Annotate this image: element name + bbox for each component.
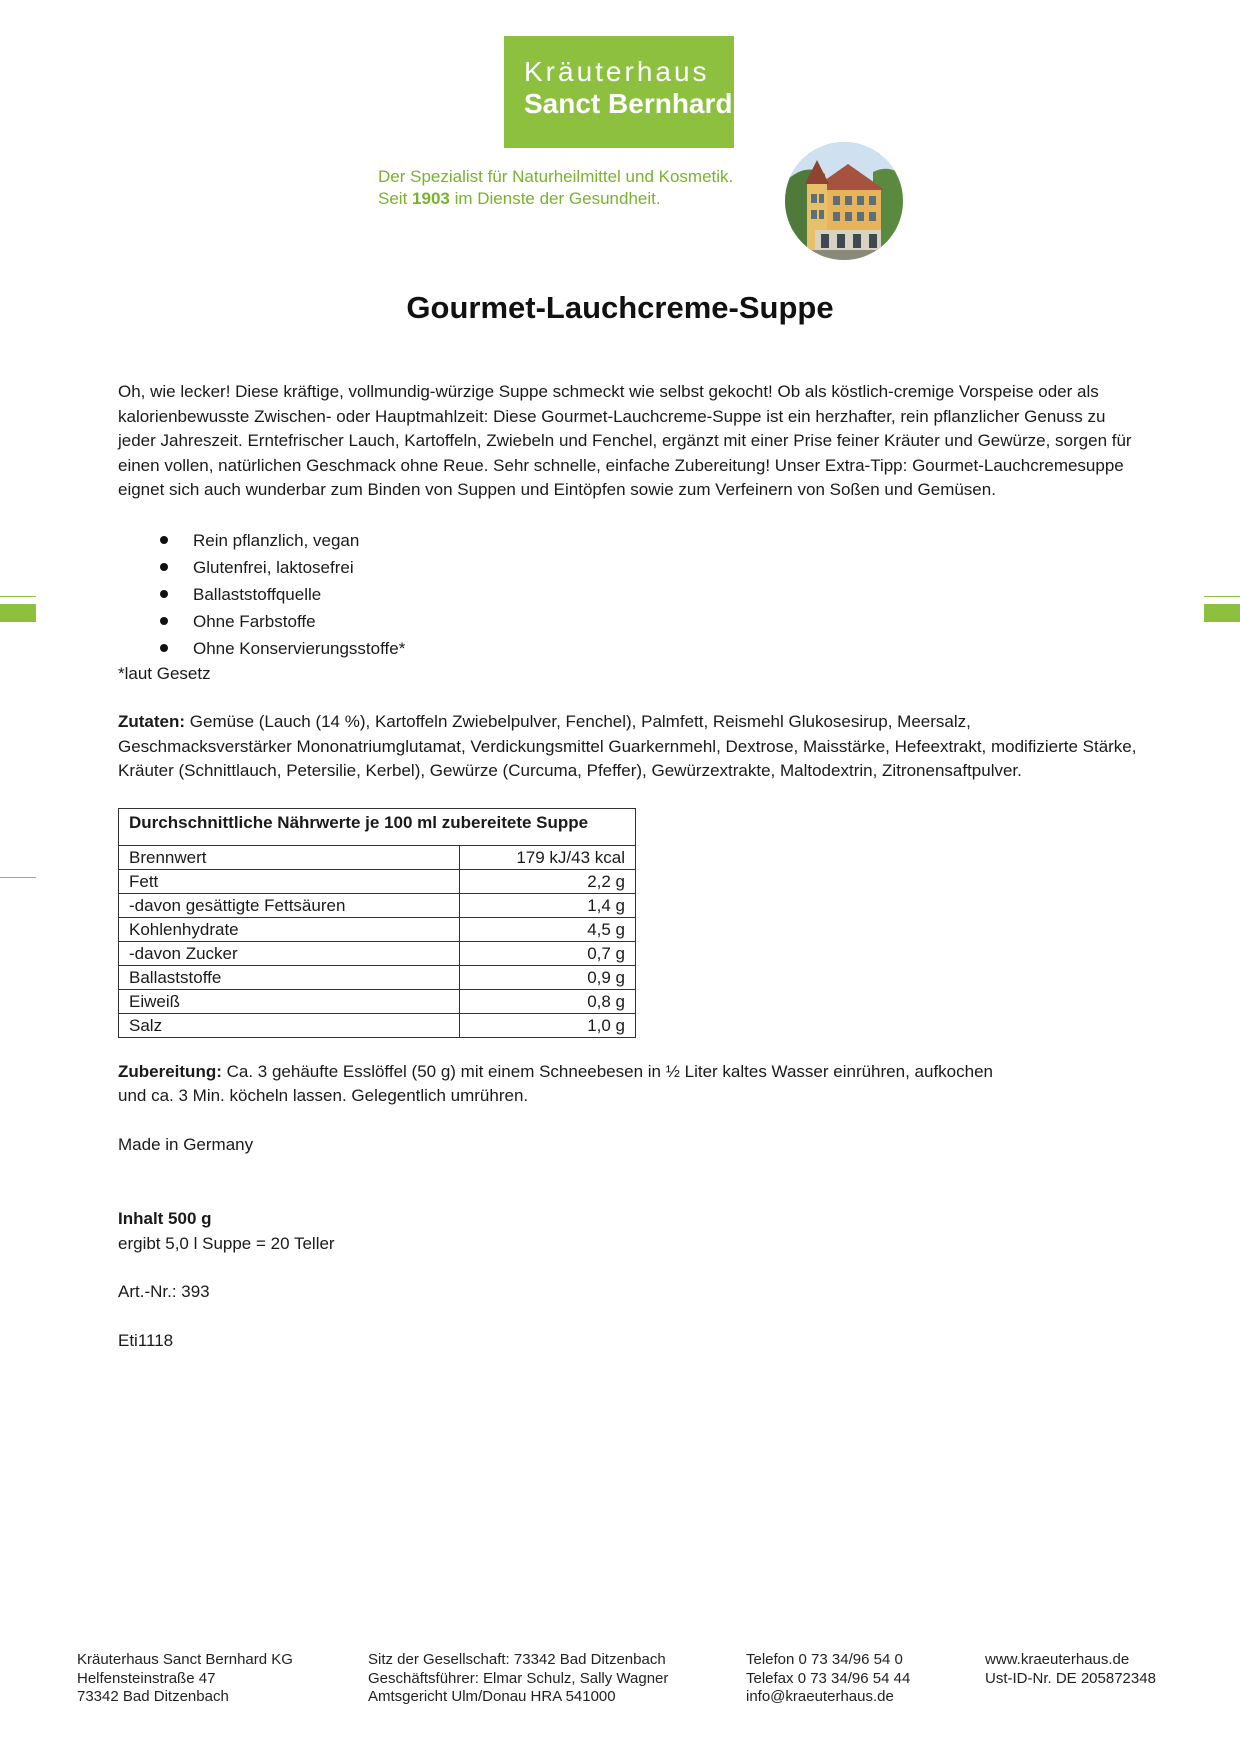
nutrient-value: 0,9 g — [460, 965, 636, 989]
footer-line: Amtsgericht Ulm/Donau HRA 541000 — [368, 1688, 616, 1705]
footer-line: Ust-ID-Nr. DE 205872348 — [985, 1669, 1156, 1687]
nutrient-name: Ballaststoffe — [119, 965, 460, 989]
nutrient-value: 0,7 g — [460, 941, 636, 965]
footer-line: Geschäftsführer: Elmar Schulz, Sally Wagner — [368, 1669, 669, 1687]
nutrient-name: Eiweiß — [119, 989, 460, 1013]
nutrient-value: 179 kJ/43 kcal — [460, 845, 636, 869]
brand-logo — [504, 36, 734, 148]
tagline — [378, 166, 778, 210]
table-row — [119, 989, 636, 1013]
building-photo — [785, 142, 903, 260]
footer-line: Telefon 0 73 34/96 54 0 — [746, 1651, 903, 1668]
yield: ergibt 5,0 l Suppe = 20 Teller — [118, 1233, 335, 1253]
nutrition-header: Durchschnittliche Nährwerte je 100 ml zubereitete Suppe — [119, 808, 636, 845]
footer-company — [77, 1651, 293, 1707]
ingredients-label: Zutaten: — [118, 712, 186, 731]
product-description — [118, 380, 1138, 1353]
footer-line: Telefax 0 73 34/96 54 44 — [746, 1669, 911, 1687]
footer-line: Sitz der Gesellschaft: 73342 Bad Ditzenbach — [368, 1651, 666, 1668]
label-code: Eti1118 — [118, 1330, 174, 1350]
list-item: Ohne Farbstoffe — [193, 608, 1138, 635]
table-row — [119, 917, 636, 941]
footnote: *laut Gesetz — [118, 663, 211, 683]
nutrient-name: Salz — [119, 1013, 460, 1037]
nutrition-table — [118, 808, 636, 1038]
footer-line: Kräuterhaus Sanct Bernhard KG — [77, 1651, 293, 1668]
nutrient-name: -davon gesättigte Fettsäuren — [119, 893, 460, 917]
right-punch-mark — [1204, 604, 1240, 622]
list-item: Ohne Konservierungsstoffe* — [193, 635, 1138, 662]
table-row — [119, 845, 636, 869]
nutrient-value: 1,4 g — [460, 893, 636, 917]
footer-web — [985, 1651, 1156, 1688]
nutrient-name: Fett — [119, 869, 460, 893]
table-row — [119, 965, 636, 989]
feature-list — [118, 527, 1138, 662]
footer-contact — [746, 1651, 910, 1707]
preparation-label: Zubereitung: — [118, 1061, 222, 1081]
list-item: Rein pflanzlich, vegan — [193, 527, 1138, 554]
left-fold-line-lower — [0, 877, 36, 878]
table-row — [119, 893, 636, 917]
nutrient-name: -davon Zucker — [119, 941, 460, 965]
content-amount: Inhalt 500 g — [118, 1209, 212, 1228]
tagline-line-1: Der Spezialist für Naturheilmittel und Kosmetik. — [378, 167, 734, 186]
building-illustration — [785, 142, 903, 260]
nutrient-name: Brennwert — [119, 845, 460, 869]
footer-line: 73342 Bad Ditzenbach — [77, 1688, 229, 1705]
preparation-line-2: und ca. 3 Min. köcheln lassen. Gelegentlich umrühren. — [118, 1086, 529, 1105]
preparation — [118, 1060, 1138, 1109]
logo-line-2: Sanct Bernhard — [524, 88, 733, 119]
table-row — [119, 941, 636, 965]
made-in: Made in Germany — [118, 1134, 254, 1154]
tagline-pre: Seit — [378, 189, 413, 208]
ingredients — [118, 710, 1138, 784]
left-fold-line — [0, 596, 36, 597]
page-title: Gourmet-Lauchcreme-Suppe — [406, 290, 834, 325]
table-row — [119, 869, 636, 893]
list-item: Ballaststoffquelle — [193, 581, 1138, 608]
table-row — [119, 1013, 636, 1037]
article-number: Art.-Nr.: 393 — [118, 1282, 210, 1301]
preparation-line-1: Ca. 3 gehäufte Esslöffel (50 g) mit einem Schneebesen in ½ Liter kaltes Wasser einrühren, aufkochen — [221, 1061, 993, 1081]
intro-paragraph: Oh, wie lecker! Diese kräftige, vollmundig-würzige Suppe schmeckt wie selbst gekocht! Ob als köstlich-cremige Vorspeise oder als kalorienbewusste Zwischen- oder Hauptmahlzeit: Diese Gourmet-Lauchcreme-Suppe ist ein herzhafter, rein pflanzlicher Genuss zu jeder Jahreszeit. Erntefrischer Lauch, Kartoffeln, Zwiebeln und Fenchel, ergänzt mit einer Prise feiner Kräuter und Gewürze, sorgen für einen vollen, natürlichen Geschmack ohne Reue. Sehr schnelle, einfache Zubereitung! Unser Extra-Tipp: Gourmet-Lauchcremesuppe eignet sich auch wunderbar zum Binden von Suppen und Eintöpfen sowie zum Verfeinern von Soßen und Gemüsen. — [118, 382, 1132, 499]
list-item: Glutenfrei, laktosefrei — [193, 554, 1138, 581]
logo-line-1: Kräuterhaus — [524, 56, 710, 87]
nutrient-value: 1,0 g — [460, 1013, 636, 1037]
nutrient-name: Kohlenhydrate — [119, 917, 460, 941]
left-punch-mark — [0, 604, 36, 622]
footer-legal — [368, 1651, 668, 1707]
footer-website-link[interactable]: www.kraeuterhaus.de — [985, 1651, 1130, 1668]
nutrient-value: 4,5 g — [460, 917, 636, 941]
footer-line: Helfensteinstraße 47 — [77, 1669, 216, 1687]
tagline-year: 1903 — [412, 189, 450, 208]
right-fold-line — [1204, 596, 1240, 597]
footer-email[interactable]: info@kraeuterhaus.de — [746, 1688, 894, 1705]
tagline-line-2 — [378, 188, 778, 210]
ingredients-text: Gemüse (Lauch (14 %), Kartoffeln Zwiebelpulver, Fenchel), Palmfett, Reismehl Glukosesirup, Meersalz, Geschmacksverstärker Mononatriumglutamat, Verdickungsmittel Guarkernmehl, Dextrose, Maisstärke, Hefeextrakt, modifizierte Stärke, Kräuter (Schnittlauch, Petersilie, Kerbel), Gewürze (Curcuma, Pfeffer), Gewürzextrakte, Maltodextrin, Zitronensaftpulver. — [118, 712, 1137, 780]
nutrient-value: 2,2 g — [460, 869, 636, 893]
nutrient-value: 0,8 g — [460, 989, 636, 1013]
tagline-post: im Dienste der Gesundheit. — [449, 189, 661, 208]
